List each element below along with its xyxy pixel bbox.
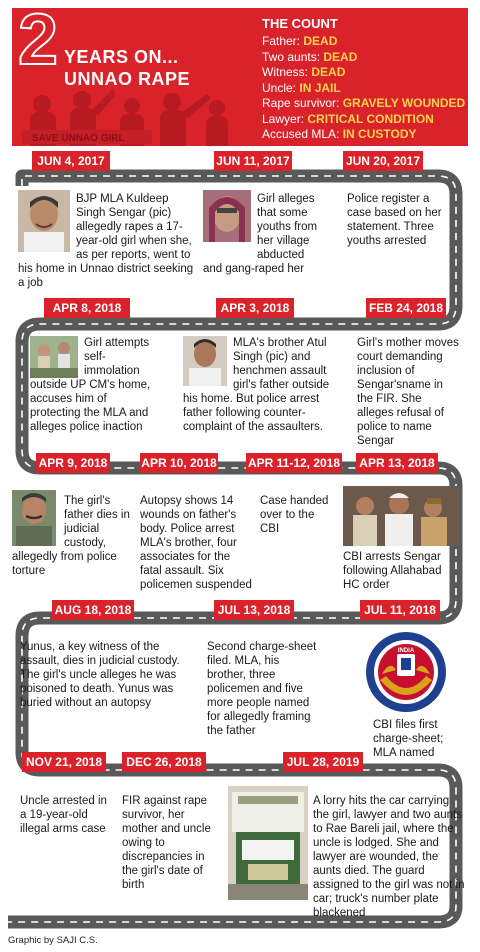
photo-spacer xyxy=(203,192,257,250)
date-tag: APR 13, 2018 xyxy=(356,453,438,473)
event-text: Police register a case based on her statement. Three youths arrested xyxy=(347,193,442,247)
headline-line-2: UNNAO RAPE xyxy=(64,69,191,89)
count-label: Uncle: xyxy=(262,80,297,95)
event-text: Girl attempts self-immolation outside UP CM's home, accuses him of protecting the MLA and alleges police inaction xyxy=(30,337,151,433)
count-label: Accused MLA: xyxy=(262,127,340,141)
date-tag: AUG 18, 2018 xyxy=(52,600,134,620)
date-tag: DEC 26, 2018 xyxy=(122,752,206,772)
big-number: 2 xyxy=(18,8,59,80)
count-label: Father: xyxy=(262,34,301,48)
date-tag: NOV 21, 2018 xyxy=(22,752,106,772)
date-tag: JUL 13, 2018 xyxy=(214,600,294,620)
cbi-country-text: INDIA xyxy=(397,648,415,654)
count-status: DEAD xyxy=(311,65,346,79)
count-status: IN JAIL xyxy=(299,80,341,95)
event-text: Girl alleges that some youths from her village abducted and gang-raped her xyxy=(203,193,318,275)
count-label: Lawyer: xyxy=(262,111,305,126)
count-status: IN CUSTODY xyxy=(342,127,417,141)
crash-photo xyxy=(228,786,308,900)
event-text: Second charge-sheet filed. MLA, his brother, three policemen and five more people named for allegedly framing the father xyxy=(207,641,317,737)
headline-line-1: YEARS ON... xyxy=(64,47,179,67)
event-text: The girl's father dies in judicial custody, allegedly from police torture xyxy=(12,495,130,577)
count-status: DEAD xyxy=(323,49,358,64)
date-tag: JUN 11, 2017 xyxy=(214,151,292,171)
count-label: Rape survivor: xyxy=(262,96,340,110)
event-text: Autopsy shows 14 wounds on father's body. Police arrest MLA's brother, four associates for the fatal assault. Six policemen suspended xyxy=(140,495,252,591)
graphic-credit: Graphic by SAJI C.S. xyxy=(8,935,98,946)
date-tag: JUL 11, 2018 xyxy=(360,600,440,620)
event-text: Yunus, a key witness of the assault, dies in judicial custody. The girl's uncle alleges he was poisoned to death. Yunus was buried without an autopsy xyxy=(20,641,180,709)
photo-spacer xyxy=(12,494,64,550)
date-tag: APR 3, 2018 xyxy=(216,298,294,318)
sengar-arrest-photo xyxy=(343,486,459,546)
event-text: A lorry hits the car carrying the girl, lawyer and two aunts to Rae Bareli jail, where the uncle is lodged. She and lawyer are wounded, the aunts died. The guard assigned to the girl was not in car; truck's number plate blackened xyxy=(313,795,465,919)
count-status: DEAD xyxy=(303,34,338,48)
event-text: MLA's brother Atul Singh (pic) and henchmen assault girl's father outside his home. But police arrest father following counter-complaint of the assaulters. xyxy=(183,337,330,433)
date-tag: FEB 24, 2018 xyxy=(366,298,446,318)
date-tag: APR 9, 2018 xyxy=(36,453,110,473)
count-title: THE COUNT xyxy=(262,16,338,31)
date-tag: APR 10, 2018 xyxy=(140,453,218,473)
event-text: BJP MLA Kuldeep Singh Sengar (pic) allegedly rapes a 17-year-old girl when she, as per reports, went to his home in Unnao district seeking a job xyxy=(18,193,194,289)
photo-spacer xyxy=(30,336,84,378)
event-text: CBI files first charge-sheet; MLA named xyxy=(373,719,444,759)
event-text: Uncle arrested in a 19-year-old illegal arms case xyxy=(20,795,107,835)
event-text: CBI arrests Sengar following Allahabad HC order xyxy=(343,551,442,591)
count-status: GRAVELY WOUNDED xyxy=(342,96,466,110)
event-text: Case handed over to the CBI xyxy=(260,495,329,535)
cbi-logo xyxy=(360,630,452,714)
svg-text:SAVE UNNAO GIRL: SAVE UNNAO GIRL xyxy=(32,133,125,144)
date-tag: APR 11-12, 2018 xyxy=(246,453,342,473)
date-tag: APR 8, 2018 xyxy=(44,298,130,318)
photo-spacer xyxy=(18,192,76,256)
date-tag: JUN 20, 2017 xyxy=(343,151,423,171)
date-tag: JUL 28, 2019 xyxy=(283,752,363,772)
photo-spacer xyxy=(183,336,233,392)
count-label: Two aunts: xyxy=(262,49,321,64)
date-tag: JUN 4, 2017 xyxy=(32,151,110,171)
count-status: CRITICAL CONDITION xyxy=(307,111,434,126)
event-text: FIR against rape survivor, her mother and uncle owing to discrepancies in the girl's date of birth xyxy=(122,795,211,891)
event-text: Girl's mother moves court demanding inclusion of Sengar'sname in the FIR. She alleges refusal of police to name Sengar xyxy=(357,337,459,447)
count-label: Witness: xyxy=(262,65,309,79)
